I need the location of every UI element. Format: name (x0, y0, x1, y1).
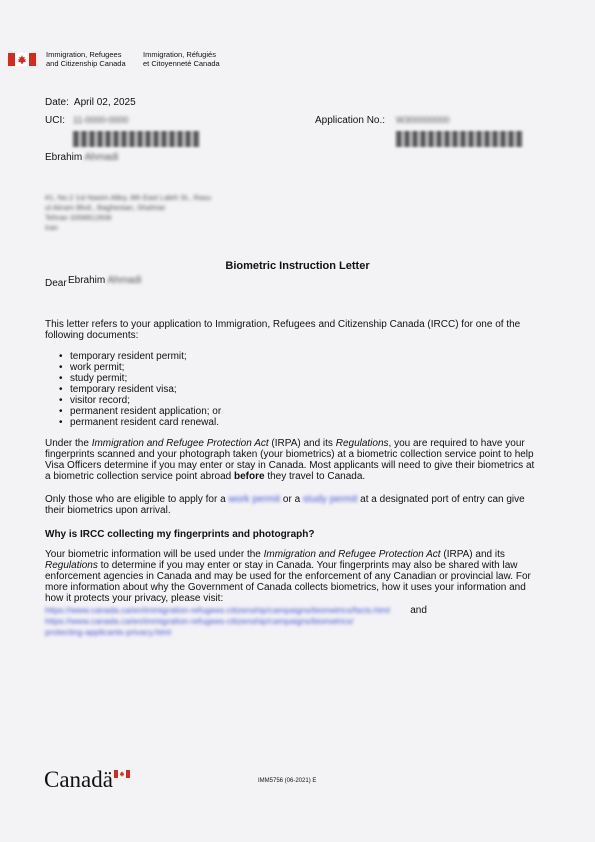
uci-barcode (73, 131, 200, 147)
uci-label: UCI: (45, 115, 65, 126)
list-item: • temporary resident permit; (59, 351, 221, 362)
section-heading: Why is IRCC collecting my fingerprints and photograph? (45, 529, 315, 540)
salutation-name: Ebrahim Ahmadi (68, 275, 142, 286)
department-name-french: Immigration, Réfugiés et Citoyenneté Canada (143, 50, 220, 68)
and-text: and (410, 605, 427, 616)
date-label: Date: (45, 97, 69, 108)
department-name-english: Immigration, Refugees and Citizenship Canada (46, 50, 126, 68)
intro-paragraph: This letter refers to your application to Immigration, Refugees and Citizenship Canada (IRCC) for one of the following documents: (45, 319, 521, 341)
url-block (45, 605, 427, 638)
date-row (45, 97, 136, 109)
form-number: IMM5756 (06-2021) E (258, 778, 317, 784)
eligibility-paragraph: Only those who are eligible to apply for a work permit or a study permit at a designated port of entry can give their biometrics upon arrival. (45, 494, 525, 516)
recipient-name: Ebrahim Ahmadi (45, 152, 119, 163)
list-item: • visitor record; (59, 395, 221, 406)
application-barcode (396, 131, 523, 147)
study-permit-link[interactable]: study permit (302, 494, 358, 505)
biometrics-use-paragraph: Your biometric information will be used under the Immigration and Refugee Protection Act (IRPA) and its Regulations to determine if you may enter or stay in Canada. Your fingerprints may also be shared with law enforcement agencies in Canada and may be used for the enforcement of any Canadian or provincial law. For more information about why the Government of Canada collects biometrics, how it uses your information and how it protects your privacy, please visit: (45, 549, 531, 604)
irpa-paragraph: Under the Immigration and Refugee Protection Act (IRPA) and its Regulations, you are required to have your fingerprints scanned and your photograph taken (your biometrics) at a biometric collection service point to help Visa Officers determine if you may enter or stay in Canada. Most applicants will need to give their biometrics at a biometric collection service point abroad before they travel to Canada. (45, 438, 535, 482)
application-label: Application No.: (315, 115, 386, 126)
salutation-dear: Dear (45, 278, 67, 289)
list-item: • study permit; (59, 373, 221, 384)
privacy-link[interactable]: https://www.canada.ca/en/immigration-refugees-citizenship/campaigns/biometrics/ (45, 616, 354, 626)
privacy-link-continued[interactable]: protecting-applicants-privacy.html (45, 627, 171, 637)
recipient-address: #1, No.2 1st Nasim Alley, 8th East Laleh St., Rasu ul Akram Blvd., Baghestan, Shahriar Tehran 3358812836 Iran (45, 193, 212, 232)
letter-title: Biometric Instruction Letter (225, 260, 370, 272)
application-value: W300000000 (396, 115, 450, 125)
list-item: • permanent resident card renewal. (59, 417, 221, 428)
biometrics-facts-link[interactable]: https://www.canada.ca/en/immigration-refugees-citizenship/campaigns/biometrics/facts.html (45, 605, 390, 615)
canada-wordmark: Canadä (44, 767, 113, 792)
canada-flag-icon (8, 53, 36, 66)
wordmark-flag-icon (114, 770, 130, 778)
list-item: • permanent resident application; or (59, 406, 221, 417)
uci-value: 11-0000-0000 (73, 115, 129, 125)
date-value: April 02, 2025 (73, 97, 136, 108)
document-list (59, 351, 221, 428)
list-item: • work permit; (59, 362, 221, 373)
work-permit-link[interactable]: work permit (228, 494, 281, 505)
list-item: • temporary resident visa; (59, 384, 221, 395)
